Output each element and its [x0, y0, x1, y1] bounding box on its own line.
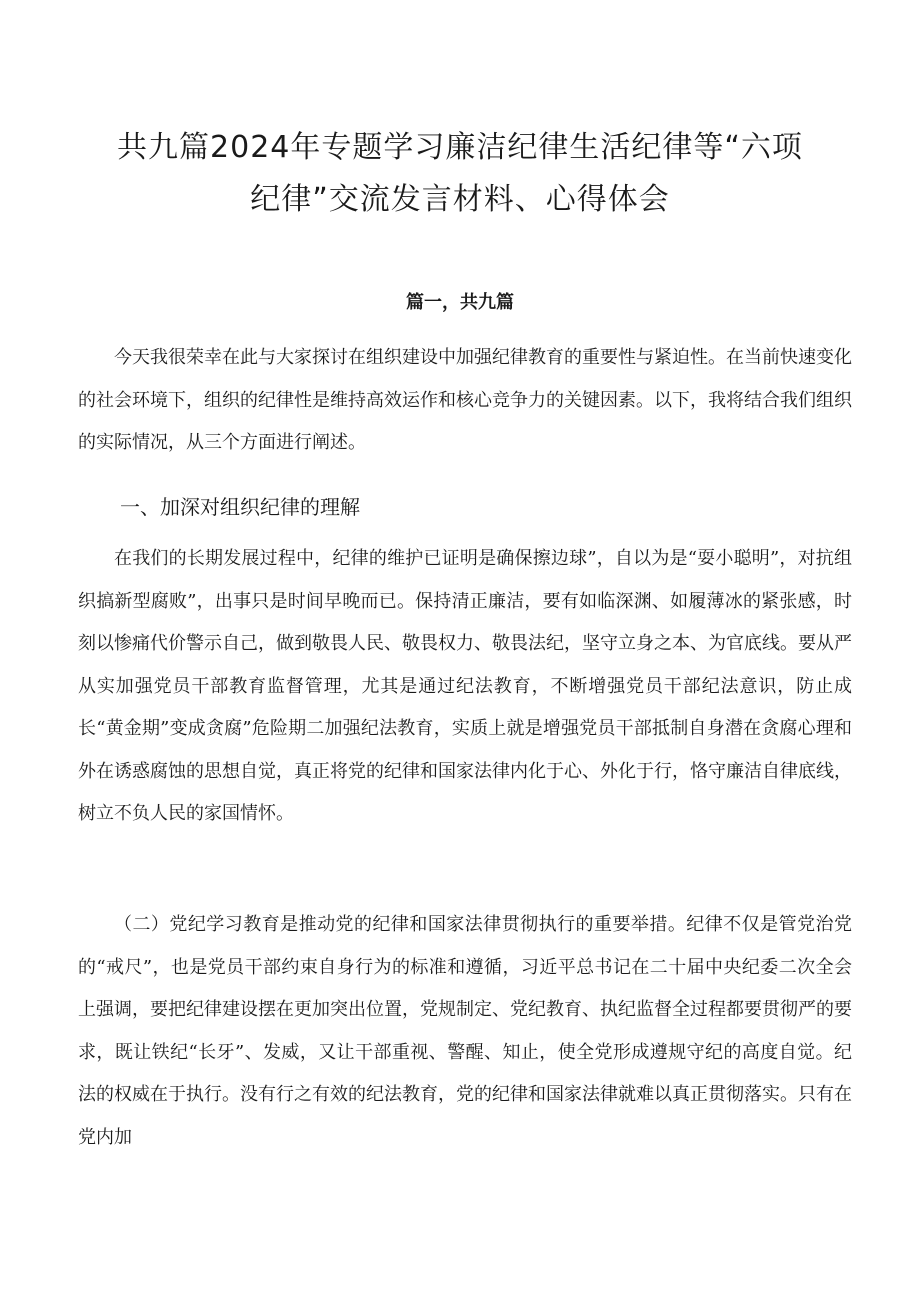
- document-title-line-2: 纪律”交流发言材料、心得体会: [250, 182, 670, 217]
- section-subtitle: 篇一，共九篇: [406, 292, 514, 313]
- body-paragraph-2: （二）党纪学习教育是推动党的纪律和国家法律贯彻执行的重要举措。纪律不仅是管党治党的“戒尺”，也是党员干部约束自身行为的标准和遵循，习近平总书记在二十届中央纪委二次全会上强调，要把纪律建设摆在更加突出位置，党规制定、党纪教育、执纪监督全过程都要贯彻严的要求，既让铁纪“长牙”、发威，又让干部重视、警醒、知止，使全党形成遵规守纪的高度自觉。纪法的权威在于执行。没有行之有效的纪法教育，党的纪律和国家法律就难以真正贯彻落实。只有在党内加: [78, 914, 852, 1148]
- intro-paragraph: 今天我很荣幸在此与大家探讨在组织建设中加强纪律教育的重要性与紧迫性。在当前快速变化的社会环境下，组织的纪律性是维持高效运作和核心竞争力的关键因素。以下，我将结合我们组织的实际情况，从三个方面进行阐述。: [78, 347, 852, 453]
- document-title: [78, 122, 842, 226]
- document-title-line-1: 共九篇2024年专题学习廉洁纪律生活纪律等“六项: [117, 130, 803, 165]
- body-paragraph-1: 在我们的长期发展过程中，纪律的维护已证明是确保擦边球”，自以为是“耍小聪明”，对抗组织搞新型腐败”，出事只是时间早晚而已。保持清正廉洁，要有如临深渊、如履薄冰的紧张感，时刻以惨痛代价警示自己，做到敬畏人民、敬畏权力、敬畏法纪，坚守立身之本、为官底线。要从严从实加强党员干部教育监督管理，尤其是通过纪法教育，不断增强党员干部纪法意识，防止成长“黄金期”变成贪腐”危险期二加强纪法教育，实质上就是增强党员干部抵制自身潜在贪腐心理和外在诱惑腐蚀的思想自觉，真正将党的纪律和国家法律内化于心、外化于行，恪守廉洁自律底线，树立不负人民的家国情怀。: [78, 548, 852, 824]
- section-heading: 一、加深对组织纪律的理解: [120, 495, 360, 519]
